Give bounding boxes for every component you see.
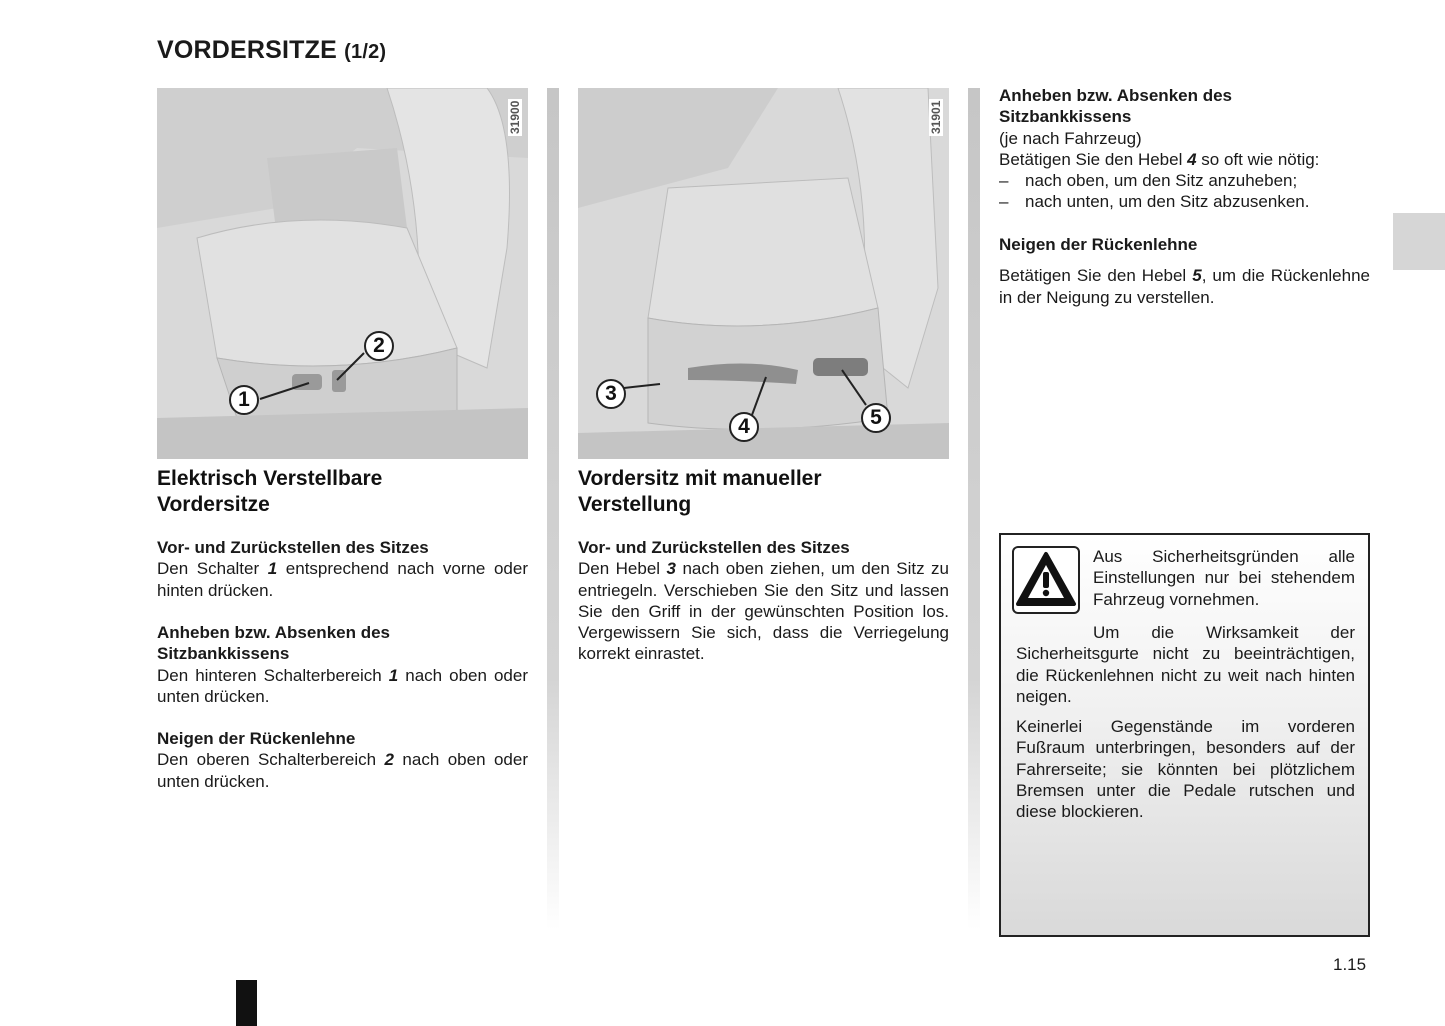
callout-4: 4 [729, 412, 759, 442]
section-title: Anheben bzw. Absenken des [157, 623, 391, 642]
page-title-part: (1/2) [344, 41, 387, 63]
warning-box [999, 533, 1370, 937]
column-divider-right [968, 88, 980, 930]
electric-seat-illustration [157, 88, 528, 459]
page-title: VORDERSITZE (1/2) [157, 36, 387, 64]
figure-number: 31900 [508, 100, 522, 134]
column-divider-left [547, 88, 559, 930]
warning-paragraph-1: Aus Sicherheitsgründen alle Einstellungen nur bei stehendem Fahrzeug vornehmen. [1093, 547, 1355, 609]
section-note: (je nach Fahrzeug) [999, 128, 1142, 148]
figure-number: 31901 [929, 100, 943, 134]
electric-seats-heading: Elektrisch Verstellbare Vordersitze [157, 467, 383, 516]
callout-1: 1 [229, 385, 259, 415]
manual-forward-back-section [578, 537, 949, 665]
section-title: Anheben bzw. Absenken des [999, 86, 1233, 105]
chapter-tab [1393, 213, 1445, 270]
section-title: Vor- und Zurückstellen des Sitzes [578, 538, 850, 557]
section-body: Den hinteren Schalterbereich 1 nach oben oder unten drücken. [157, 665, 528, 706]
section-title: Neigen der Rückenlehne [999, 235, 1198, 254]
manual-backrest-section [999, 234, 1370, 308]
section-title: Neigen der Rückenlehne [157, 729, 356, 748]
list-item: – nach oben, um den Sitz anzuheben; [999, 171, 1298, 191]
section-title: Vor- und Zurückstellen des Sitzes [157, 538, 429, 557]
electric-backrest-section [157, 728, 528, 792]
warning-paragraph-2: Um die Wirksamkeit der Sicherheitsgurte nicht zu beeinträchtigen, die Rückenlehnen nicht zu weit nach hinten neigen. [1016, 623, 1355, 706]
section-title: Sitzbankkissens [999, 107, 1132, 127]
section-title: Sitzbankkissens [157, 644, 290, 664]
callout-3: 3 [596, 379, 626, 409]
callout-5: 5 [861, 403, 891, 433]
bottom-marker [236, 980, 257, 1026]
manual-seat-illustration [578, 88, 949, 459]
section-body: Den Hebel 3 nach oben ziehen, um den Sitz zu entriegeln. Verschieben Sie den Sitz und lassen Sie den Griff in der gewünschten Position los. Vergewissern Sie sich, dass die Verriegelung korrekt einrastet. [578, 559, 949, 664]
electric-raise-lower-section [157, 622, 528, 707]
page-number: 1.15 [1333, 955, 1367, 974]
section-body: Den oberen Schalterbereich 2 nach oben oder unten drücken. [157, 750, 528, 791]
section-body: Betätigen Sie den Hebel 5, um die Rückenlehne in der Neigung zu verstellen. [999, 266, 1370, 307]
warning-paragraph-3: Keinerlei Gegenstände im vorderen Fußraum unterbringen, besonders auf der Fahrerseite; sie könnten bei plötzlichem Bremsen unter die Pedale rutschen und diese blockieren. [1016, 717, 1355, 822]
section-body: Den Schalter 1 entsprechend nach vorne oder hinten drücken. [157, 559, 528, 600]
manual-seat-heading: Vordersitz mit manueller Verstellung [578, 467, 822, 516]
list-item: – nach unten, um den Sitz abzusenken. [999, 192, 1310, 212]
section-body: Betätigen Sie den Hebel 4 so oft wie nötig: [999, 149, 1320, 169]
manual-raise-lower-section [999, 85, 1370, 213]
electric-forward-back-section [157, 537, 528, 601]
callout-2: 2 [364, 331, 394, 361]
warning-triangle-icon [1012, 546, 1080, 614]
figure-electric-seat [157, 88, 528, 459]
figure-manual-seat [578, 88, 949, 459]
